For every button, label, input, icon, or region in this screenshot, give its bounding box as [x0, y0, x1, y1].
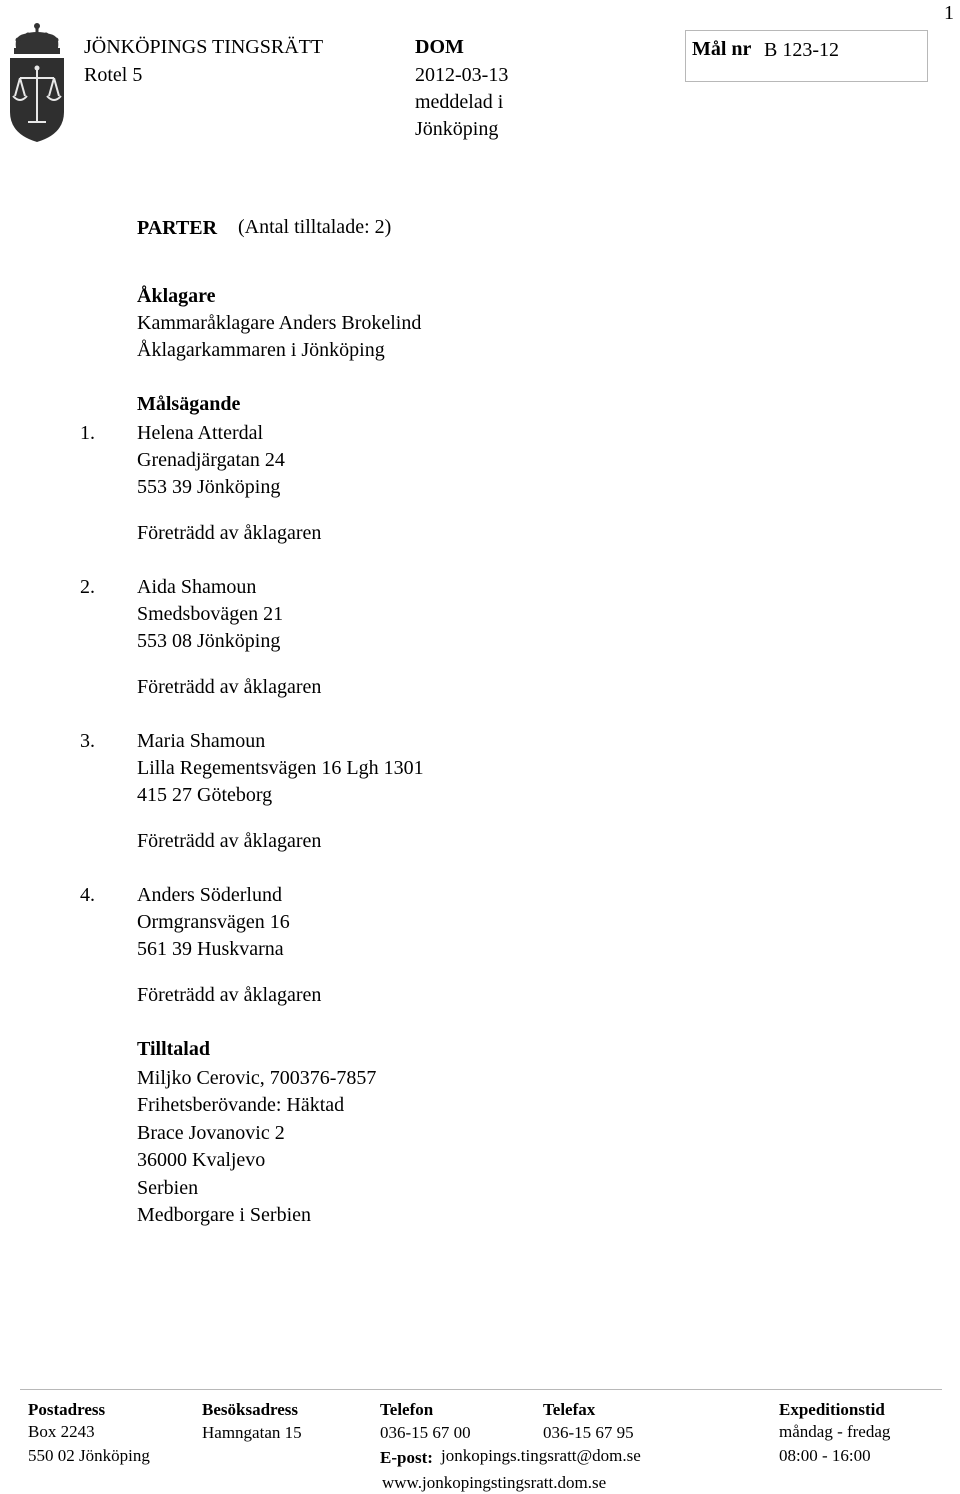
plaintiff-number: 1. [80, 422, 95, 444]
defendant-citizenship: Medborgare i Serbien [137, 1204, 312, 1226]
defendant-country: Serbien [137, 1177, 199, 1199]
postal-address-label: Postadress [28, 1400, 106, 1419]
case-number: B 123-12 [764, 39, 839, 61]
defendant-street: Brace Jovanovic 2 [137, 1122, 285, 1144]
defendant-count: (Antal tilltalade: 2) [238, 216, 392, 238]
plaintiff-name: Aida Shamoun [137, 576, 257, 598]
page-number: 1 [944, 2, 954, 24]
plaintiff-name: Helena Atterdal [137, 422, 264, 444]
plaintiff-street: Lilla Regementsvägen 16 Lgh 1301 [137, 757, 424, 779]
court-name: JÖNKÖPINGS TINGSRÄTT [84, 36, 324, 58]
visit-address-label: Besöksadress [202, 1400, 299, 1419]
case-number-label: Mål nr [692, 38, 752, 60]
plaintiff-representation: Företrädd av åklagaren [137, 676, 322, 698]
plaintiff-representation: Företrädd av åklagaren [137, 984, 322, 1006]
phone-value: 036-15 67 00 [380, 1423, 471, 1442]
document-type: DOM [415, 36, 464, 58]
footer-divider [20, 1389, 942, 1390]
prosecutor-name: Kammaråklagare Anders Brokelind [137, 312, 422, 334]
plaintiff-street: Grenadjärgatan 24 [137, 449, 285, 471]
defendant-city: 36000 Kvaljevo [137, 1149, 266, 1171]
fax-label: Telefax [543, 1400, 596, 1419]
postal-address-line2: 550 02 Jönköping [28, 1446, 150, 1465]
plaintiff-city: 553 08 Jönköping [137, 630, 281, 652]
email-address[interactable]: jonkopings.tingsratt@dom.se [441, 1446, 641, 1465]
prosecutor-heading: Åklagare [137, 285, 216, 307]
defendant-name: Miljko Cerovic, 700376-7857 [137, 1067, 377, 1089]
issued-label: meddelad i [415, 91, 504, 113]
plaintiffs-heading: Målsägande [137, 393, 241, 415]
office-hours-time: 08:00 - 16:00 [779, 1446, 871, 1465]
office-hours-label: Expeditionstid [779, 1400, 885, 1419]
plaintiff-city: 561 39 Huskvarna [137, 938, 284, 960]
division: Rotel 5 [84, 64, 143, 86]
plaintiff-name: Anders Söderlund [137, 884, 282, 906]
email-label: E-post: [380, 1448, 433, 1467]
plaintiff-street: Ormgransvägen 16 [137, 911, 290, 933]
case-number-box [685, 30, 928, 82]
office-hours-days: måndag - fredag [779, 1422, 891, 1441]
website-link[interactable]: www.jonkopingstingsratt.dom.se [382, 1473, 607, 1492]
fax-value: 036-15 67 95 [543, 1423, 634, 1442]
court-emblem-icon [4, 22, 70, 146]
postal-address-line1: Box 2243 [28, 1422, 95, 1441]
prosecutor-office: Åklagarkammaren i Jönköping [137, 339, 385, 361]
plaintiff-representation: Företrädd av åklagaren [137, 830, 322, 852]
plaintiff-number: 4. [80, 884, 95, 906]
plaintiff-representation: Företrädd av åklagaren [137, 522, 322, 544]
defendant-heading: Tilltalad [137, 1038, 210, 1060]
document-date: 2012-03-13 [415, 64, 509, 86]
phone-label: Telefon [380, 1400, 434, 1419]
plaintiff-name: Maria Shamoun [137, 730, 266, 752]
plaintiff-street: Smedsbovägen 21 [137, 603, 284, 625]
plaintiff-number: 3. [80, 730, 95, 752]
plaintiff-number: 2. [80, 576, 95, 598]
visit-address-line1: Hamngatan 15 [202, 1423, 302, 1442]
parties-heading: PARTER [137, 217, 218, 239]
plaintiff-city: 553 39 Jönköping [137, 476, 281, 498]
issued-place: Jönköping [415, 118, 499, 140]
defendant-custody: Frihetsberövande: Häktad [137, 1094, 345, 1116]
plaintiff-city: 415 27 Göteborg [137, 784, 273, 806]
